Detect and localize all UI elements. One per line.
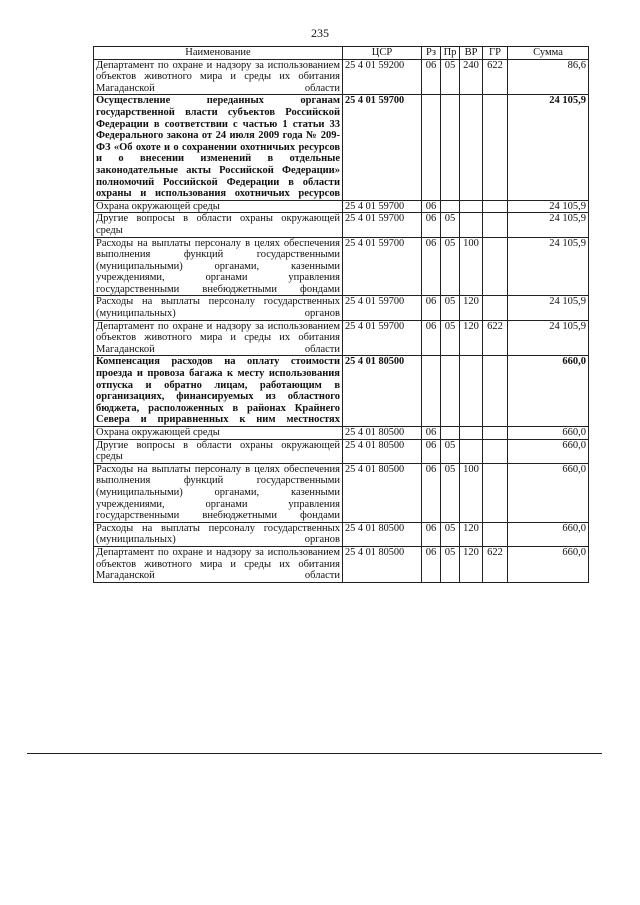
row-gr [483,522,508,546]
row-vr: 100 [460,237,483,296]
table-row [94,439,589,463]
row-vr [460,356,483,427]
header-gr: ГР [483,47,508,60]
row-csr: 25 4 01 59700 [343,95,422,200]
row-gr: 622 [483,59,508,95]
row-sum: 660,0 [508,522,589,546]
row-vr: 120 [460,522,483,546]
row-vr: 120 [460,320,483,356]
row-sum: 24 105,9 [508,213,589,237]
row-rz: 06 [422,546,441,582]
row-sum: 660,0 [508,427,589,440]
row-vr [460,213,483,237]
header-pr: Пр [441,47,460,60]
row-csr: 25 4 01 80500 [343,439,422,463]
row-pr [441,427,460,440]
row-vr: 240 [460,59,483,95]
row-gr [483,200,508,213]
row-pr: 05 [441,320,460,356]
header-csr: ЦСР [343,47,422,60]
row-name: Компенсация расходов на оплату стоимости проезда и провоза багажа к месту использования отпуска и обратно лицам, работающим в организациях, финансируемых из областного бюджета, расположенных в районах Крайнего Севера и приравненных к ним местностях [94,356,343,427]
row-name: Департамент по охране и надзору за использованием объектов животного мира и среды их обитания Магаданской области [94,546,343,582]
table-row [94,296,589,320]
row-rz: 06 [422,200,441,213]
row-gr [483,356,508,427]
row-vr [460,439,483,463]
row-pr [441,200,460,213]
row-name: Расходы на выплаты персоналу государственных (муниципальных) органов [94,296,343,320]
page-divider [27,753,602,754]
row-pr: 05 [441,546,460,582]
row-sum: 24 105,9 [508,237,589,296]
row-pr: 05 [441,463,460,522]
row-sum: 660,0 [508,546,589,582]
row-rz: 06 [422,522,441,546]
row-pr: 05 [441,59,460,95]
row-pr: 05 [441,522,460,546]
row-rz: 06 [422,439,441,463]
row-sum: 86,6 [508,59,589,95]
row-rz [422,95,441,200]
row-name: Охрана окружающей среды [94,200,343,213]
row-sum: 24 105,9 [508,200,589,213]
row-rz: 06 [422,296,441,320]
row-sum: 24 105,9 [508,296,589,320]
row-csr: 25 4 01 80500 [343,356,422,427]
row-gr [483,213,508,237]
row-gr [483,237,508,296]
table-row [94,95,589,200]
budget-table [93,46,589,583]
row-rz: 06 [422,213,441,237]
row-rz: 06 [422,320,441,356]
table-row [94,522,589,546]
row-gr [483,296,508,320]
row-vr: 120 [460,296,483,320]
row-rz: 06 [422,463,441,522]
row-rz: 06 [422,427,441,440]
header-name: Наименование [94,47,343,60]
row-csr: 25 4 01 80500 [343,546,422,582]
row-name: Департамент по охране и надзору за использованием объектов животного мира и среды их обитания Магаданской области [94,59,343,95]
row-csr: 25 4 01 59700 [343,320,422,356]
row-vr [460,200,483,213]
row-pr: 05 [441,213,460,237]
table-row [94,320,589,356]
header-rz: Рз [422,47,441,60]
page-number: 235 [311,26,329,40]
row-sum: 660,0 [508,463,589,522]
table-row [94,59,589,95]
row-name: Расходы на выплаты персоналу в целях обеспечения выполнения функций государственными (муниципальными) органами, казенными учреждениями, органами управления государственными внебюджетными фондами [94,237,343,296]
row-gr [483,439,508,463]
table-row [94,237,589,296]
row-csr: 25 4 01 59700 [343,237,422,296]
row-gr [483,427,508,440]
row-pr: 05 [441,296,460,320]
row-name: Другие вопросы в области охраны окружающей среды [94,439,343,463]
row-name: Осуществление переданных органам государственной власти субъектов Российской Федерации в соответствии с частью 1 статьи 33 Федерального закона от 24 июля 2009 года № 209-ФЗ «Об охоте и о сохранении охотничьих ресурсов и о внесении изменений в отдельные законодательные акты Российской Федерации» полномочий Российской Федерации в области охраны и использования охотничьих ресурсов [94,95,343,200]
header-sum: Сумма [508,47,589,60]
row-csr: 25 4 01 80500 [343,427,422,440]
row-pr [441,356,460,427]
header-vr: ВР [460,47,483,60]
row-csr: 25 4 01 59700 [343,200,422,213]
row-pr [441,95,460,200]
row-rz: 06 [422,59,441,95]
row-csr: 25 4 01 59200 [343,59,422,95]
table-header-row [94,47,589,60]
row-gr: 622 [483,546,508,582]
row-sum: 660,0 [508,356,589,427]
row-vr [460,95,483,200]
row-name: Расходы на выплаты персоналу в целях обеспечения выполнения функций государственными (муниципальными) органами, казенными учреждениями, органами управления государственными внебюджетными фондами [94,463,343,522]
table-row [94,200,589,213]
row-csr: 25 4 01 80500 [343,463,422,522]
table-row [94,213,589,237]
row-vr: 100 [460,463,483,522]
row-pr: 05 [441,237,460,296]
row-gr [483,95,508,200]
row-gr [483,463,508,522]
row-vr: 120 [460,546,483,582]
row-csr: 25 4 01 59700 [343,213,422,237]
row-name: Другие вопросы в области охраны окружающей среды [94,213,343,237]
row-sum: 24 105,9 [508,95,589,200]
row-sum: 24 105,9 [508,320,589,356]
row-pr: 05 [441,439,460,463]
row-vr [460,427,483,440]
table-row [94,427,589,440]
table-row [94,356,589,427]
row-name: Расходы на выплаты персоналу государственных (муниципальных) органов [94,522,343,546]
table-row [94,463,589,522]
row-csr: 25 4 01 59700 [343,296,422,320]
row-gr: 622 [483,320,508,356]
row-name: Департамент по охране и надзору за использованием объектов животного мира и среды их обитания Магаданской области [94,320,343,356]
row-sum: 660,0 [508,439,589,463]
row-name: Охрана окружающей среды [94,427,343,440]
row-rz: 06 [422,237,441,296]
row-csr: 25 4 01 80500 [343,522,422,546]
table-row [94,546,589,582]
row-rz [422,356,441,427]
